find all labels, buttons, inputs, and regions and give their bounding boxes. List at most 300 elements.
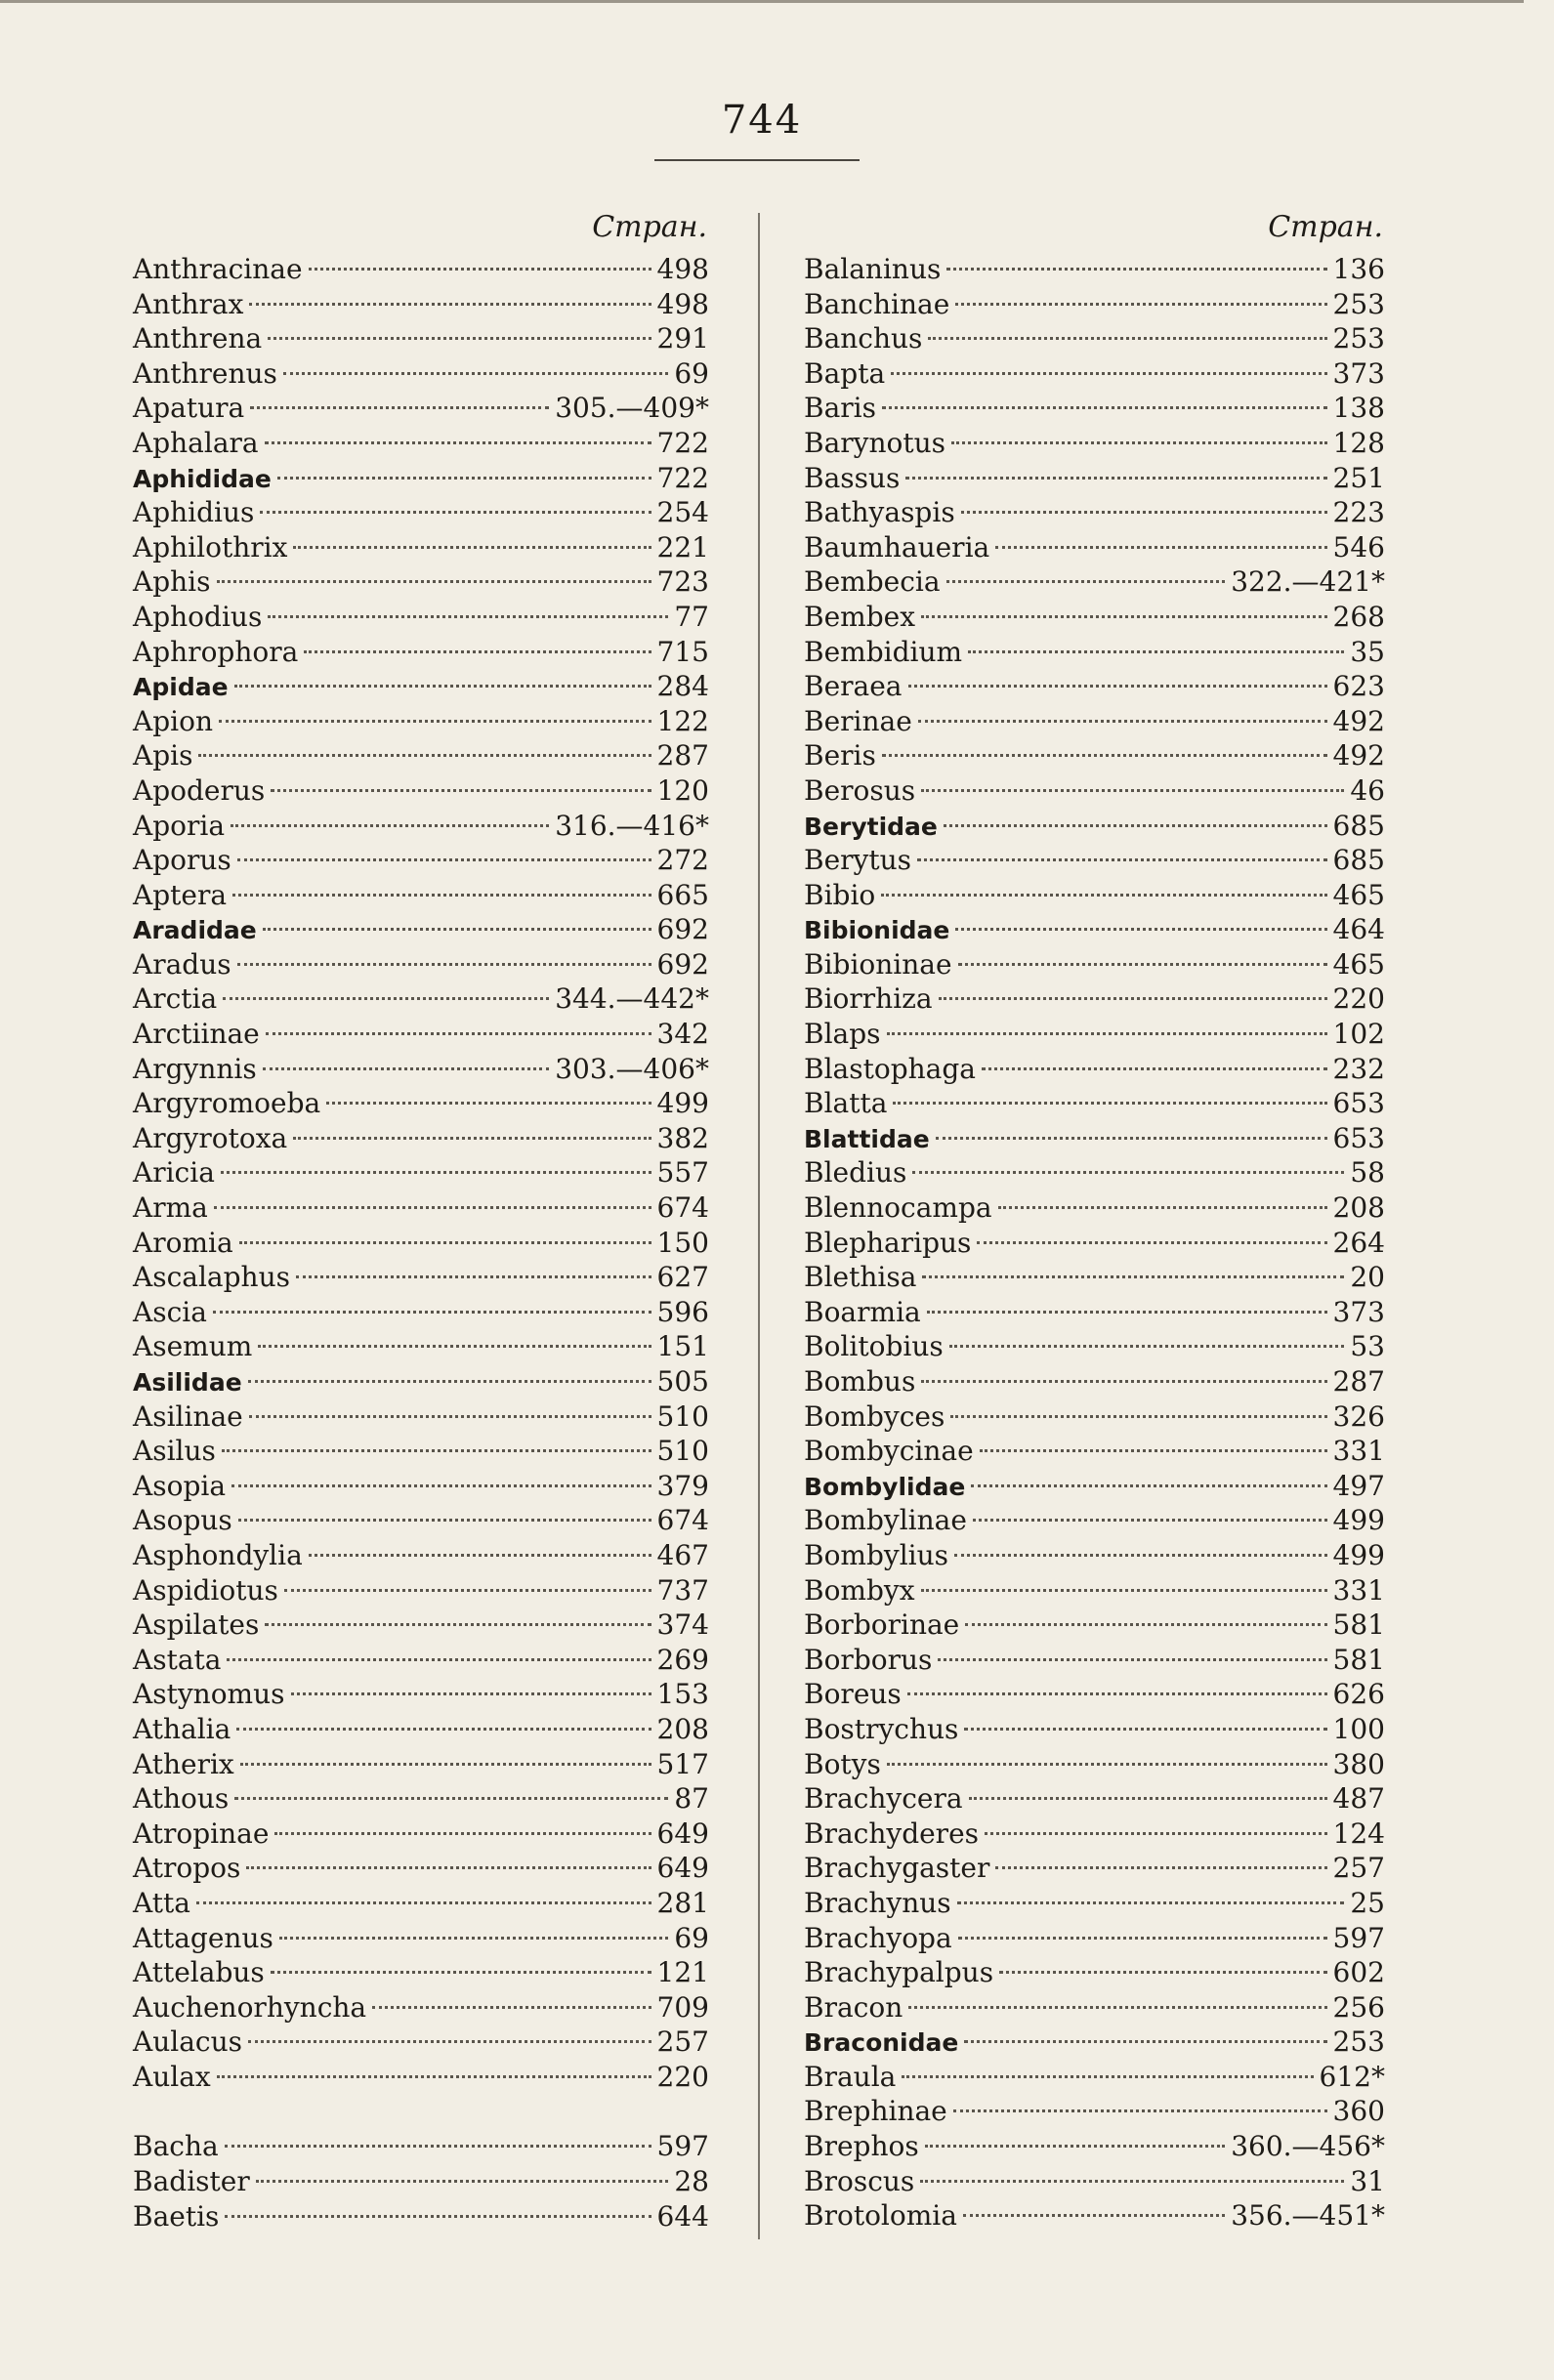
- dot-leader: [995, 1866, 1326, 1869]
- dot-leader: [271, 789, 651, 792]
- entry-page: 256: [1332, 1990, 1385, 2024]
- entry-name: Anthrenus: [133, 356, 277, 390]
- dot-leader: [953, 2109, 1327, 2112]
- entry-name: Bibioninae: [804, 947, 952, 981]
- entry-page: 46: [1350, 773, 1385, 807]
- entry-name: Asphondylia: [133, 1538, 303, 1571]
- entry-list: [133, 252, 709, 2234]
- dot-leader: [920, 2180, 1344, 2183]
- dot-leader: [982, 1067, 1327, 1070]
- entry-page: 257: [1332, 1852, 1385, 1885]
- index-entry: [133, 635, 709, 670]
- dot-leader: [372, 2006, 651, 2009]
- dot-leader: [263, 928, 651, 931]
- dot-leader: [949, 1345, 1345, 1348]
- index-entry: [804, 564, 1385, 600]
- dot-leader: [955, 303, 1326, 306]
- index-entry: [804, 1643, 1385, 1678]
- entry-name: Aphididae: [133, 464, 272, 493]
- entry-name: Asemum: [133, 1330, 253, 1363]
- entry-page: 331: [1332, 1435, 1385, 1468]
- entry-page: 303.—406*: [555, 1052, 709, 1085]
- entry-name: Aphidius: [133, 496, 255, 529]
- entry-page: 208: [656, 1712, 709, 1745]
- entry-name: Bembex: [804, 600, 915, 633]
- entry-page: 251: [1332, 461, 1385, 494]
- index-entry: [133, 2164, 709, 2199]
- index-entry: [133, 809, 709, 844]
- entry-page: 685: [1332, 844, 1385, 877]
- entry-page: 373: [1332, 1295, 1385, 1328]
- index-entry: [804, 2094, 1385, 2129]
- entry-name: Borborus: [804, 1643, 933, 1676]
- index-entry: [804, 1155, 1385, 1190]
- entry-name: Bombylinae: [804, 1504, 967, 1537]
- column-header: Стран.: [592, 210, 707, 244]
- entry-name: Blaps: [804, 1018, 881, 1051]
- index-entry: [804, 1226, 1385, 1261]
- entry-page: 623: [1332, 670, 1385, 703]
- entry-page: 31: [1350, 2164, 1385, 2197]
- index-entry: [804, 321, 1385, 356]
- entry-page: 77: [674, 600, 709, 633]
- entry-name: Asilinae: [133, 1399, 243, 1433]
- entry-name: Baumhaueria: [804, 530, 990, 564]
- entry-name: Brephinae: [804, 2095, 947, 2128]
- index-entry: [133, 426, 709, 461]
- entry-page: 665: [656, 878, 709, 911]
- index-entry: [804, 1052, 1385, 1087]
- entry-name: Banchinae: [804, 287, 950, 320]
- entry-page: 692: [656, 947, 709, 981]
- entry-name: Bombus: [804, 1365, 916, 1398]
- index-entry: [804, 1469, 1385, 1504]
- index-entry: [804, 1851, 1385, 1886]
- entry-page: 253: [1332, 322, 1385, 355]
- entry-page: 596: [656, 1295, 709, 1328]
- index-entry: [133, 1295, 709, 1330]
- entry-name: Attagenus: [133, 1921, 273, 1954]
- index-column-left: [133, 203, 709, 2234]
- entry-name: Ascia: [133, 1295, 207, 1328]
- entry-page: 649: [656, 1852, 709, 1885]
- dot-leader: [265, 1623, 651, 1626]
- entry-page: 87: [674, 1782, 709, 1816]
- entry-page: 674: [656, 1191, 709, 1225]
- entry-name: Bibionidae: [804, 916, 950, 945]
- entry-page: 287: [1332, 1365, 1385, 1398]
- entry-name: Berinae: [804, 704, 912, 737]
- dot-leader: [268, 337, 651, 340]
- dot-leader: [995, 546, 1326, 549]
- entry-page: 291: [656, 322, 709, 355]
- entry-name: Botys: [804, 1747, 881, 1780]
- entry-name: Aporia: [133, 809, 226, 842]
- entry-page: 581: [1332, 1643, 1385, 1676]
- dot-leader: [263, 1067, 549, 1070]
- dot-leader: [902, 2075, 1313, 2078]
- index-entry: [804, 1329, 1385, 1364]
- entry-name: Astynomus: [133, 1678, 285, 1711]
- entry-page: 379: [656, 1469, 709, 1502]
- dot-leader: [973, 1519, 1327, 1522]
- dot-leader: [971, 1484, 1326, 1487]
- index-entry: [804, 1121, 1385, 1156]
- index-entry: [804, 600, 1385, 635]
- dot-leader: [225, 2215, 651, 2218]
- dot-leader: [222, 1449, 651, 1452]
- entry-page: 284: [656, 670, 709, 703]
- entry-page: 737: [656, 1573, 709, 1607]
- index-entry: [804, 704, 1385, 739]
- entry-name: Astata: [133, 1643, 222, 1676]
- entry-page: 715: [656, 635, 709, 668]
- dot-leader: [921, 1380, 1326, 1383]
- index-entry: [804, 1816, 1385, 1852]
- index-entry: [133, 1121, 709, 1156]
- entry-page: 69: [674, 1921, 709, 1954]
- index-entry: [133, 1677, 709, 1712]
- index-entry: [133, 773, 709, 809]
- entry-page: 221: [656, 530, 709, 564]
- index-entry: [133, 530, 709, 565]
- entry-page: 492: [1332, 704, 1385, 737]
- entry-page: 220: [656, 2060, 709, 2093]
- entry-page: 374: [656, 1608, 709, 1642]
- dot-leader: [266, 1032, 651, 1035]
- entry-name: Brephos: [804, 2130, 919, 2163]
- dot-leader: [882, 754, 1327, 757]
- index-entry: [133, 2199, 709, 2234]
- entry-name: Attelabus: [133, 1956, 265, 1989]
- entry-page: 597: [656, 2130, 709, 2163]
- entry-name: Apion: [133, 704, 213, 737]
- dot-leader: [223, 997, 549, 1000]
- index-entry: [133, 738, 709, 773]
- entry-name: Braula: [804, 2060, 897, 2093]
- entry-name: Arctiinae: [133, 1018, 260, 1051]
- index-entry: [804, 2198, 1385, 2234]
- entry-page: 342: [656, 1018, 709, 1051]
- index-entry: [804, 1434, 1385, 1469]
- entry-page: 644: [656, 2199, 709, 2233]
- index-entry: [804, 1608, 1385, 1643]
- index-entry: [133, 1955, 709, 1990]
- dot-leader: [217, 580, 651, 583]
- dot-leader: [225, 2145, 651, 2148]
- entry-page: 344.—442*: [555, 982, 709, 1016]
- dot-leader: [936, 1137, 1327, 1140]
- entry-name: Bassus: [804, 461, 901, 494]
- dot-leader: [922, 1275, 1344, 1278]
- index-entry: [133, 2060, 709, 2095]
- entry-page: 102: [1332, 1018, 1385, 1051]
- entry-name: Aphalara: [133, 426, 259, 459]
- index-entry: [133, 1469, 709, 1504]
- entry-name: Aulax: [133, 2060, 211, 2093]
- entry-page: 264: [1332, 1226, 1385, 1259]
- entry-name: Athous: [133, 1782, 230, 1816]
- dot-leader: [250, 406, 549, 409]
- entry-page: 253: [1332, 2025, 1385, 2059]
- entry-page: 510: [656, 1399, 709, 1433]
- entry-page: 465: [1332, 878, 1385, 911]
- index-entry: [804, 1573, 1385, 1608]
- entry-page: 517: [656, 1747, 709, 1780]
- entry-page: 546: [1332, 530, 1385, 564]
- dot-leader: [231, 824, 549, 827]
- entry-name: Anthracinae: [133, 253, 303, 285]
- dot-leader: [999, 1971, 1326, 1974]
- entry-page: 674: [656, 1504, 709, 1537]
- dot-leader: [980, 1449, 1327, 1452]
- entry-page: 627: [656, 1261, 709, 1294]
- dot-leader: [284, 1589, 651, 1592]
- dot-leader: [964, 2040, 1326, 2043]
- entry-name: Blepharipus: [804, 1226, 972, 1259]
- entry-page: 653: [1332, 1121, 1385, 1154]
- dot-leader: [961, 511, 1327, 514]
- dot-leader: [234, 1797, 668, 1800]
- dot-leader: [271, 1971, 651, 1974]
- index-entry: [133, 495, 709, 530]
- column-divider: [758, 213, 760, 2239]
- dot-leader: [214, 1206, 651, 1209]
- entry-name: Arma: [133, 1191, 208, 1225]
- entry-page: 122: [656, 704, 709, 737]
- index-entry: [804, 738, 1385, 773]
- dot-leader: [268, 615, 668, 618]
- entry-page: 100: [1332, 1712, 1385, 1745]
- entry-page: 499: [656, 1087, 709, 1120]
- dot-leader: [918, 720, 1327, 723]
- dot-leader: [256, 2180, 669, 2183]
- page-number: 744: [721, 98, 803, 143]
- index-entry: [133, 1364, 709, 1399]
- dot-leader: [196, 1901, 651, 1904]
- entry-name: Aradidae: [133, 916, 257, 945]
- dot-leader: [309, 268, 651, 271]
- dot-leader: [964, 1728, 1326, 1731]
- entry-page: 272: [656, 844, 709, 877]
- index-entry: [804, 2164, 1385, 2199]
- index-entry: [804, 2025, 1385, 2060]
- dot-leader: [969, 1797, 1327, 1800]
- dot-leader: [258, 1345, 651, 1348]
- entry-page: 497: [1332, 1469, 1385, 1502]
- index-entry: [804, 1086, 1385, 1121]
- entry-page: 138: [1332, 392, 1385, 425]
- index-entry: [804, 878, 1385, 913]
- index-entry: [133, 287, 709, 322]
- entry-name: Bombylidae: [804, 1472, 966, 1501]
- index-entry: [804, 1990, 1385, 2025]
- entry-name: Athalia: [133, 1712, 231, 1745]
- entry-name: Balaninus: [804, 253, 942, 285]
- entry-name: Argyromoeba: [133, 1087, 321, 1120]
- entry-name: Bibio: [804, 878, 876, 911]
- entry-name: Brachyopa: [804, 1921, 952, 1954]
- dot-leader: [887, 1763, 1327, 1766]
- index-entry: [133, 1608, 709, 1643]
- entry-page: 465: [1332, 947, 1385, 981]
- index-entry: [133, 878, 709, 913]
- dot-leader: [939, 997, 1327, 1000]
- entry-name: Atta: [133, 1886, 190, 1919]
- dot-leader: [905, 477, 1326, 480]
- entry-page: 467: [656, 1538, 709, 1571]
- index-entry: [133, 704, 709, 739]
- dot-leader: [998, 1206, 1327, 1209]
- index-entry: [804, 1260, 1385, 1295]
- index-entry: [804, 391, 1385, 426]
- index-entry: [804, 1364, 1385, 1399]
- dot-leader: [908, 2006, 1326, 2009]
- dot-leader: [293, 1137, 651, 1140]
- index-entry: [133, 1052, 709, 1087]
- entry-page: 380: [1332, 1747, 1385, 1780]
- index-entry: [804, 843, 1385, 878]
- entry-name: Auchenorhyncha: [133, 1990, 367, 2024]
- entry-page: 360: [1332, 2095, 1385, 2128]
- entry-name: Asopia: [133, 1469, 227, 1502]
- entry-name: Beraea: [804, 670, 903, 703]
- dot-leader: [227, 1658, 651, 1661]
- entry-name: Baris: [804, 392, 876, 425]
- entry-page: 268: [1332, 600, 1385, 633]
- entry-page: 499: [1332, 1538, 1385, 1571]
- index-column-right: [804, 203, 1385, 2234]
- dot-leader: [236, 1728, 651, 1731]
- index-entry: [133, 1017, 709, 1052]
- entry-name: Asopus: [133, 1504, 232, 1537]
- entry-page: 124: [1332, 1816, 1385, 1850]
- entry-name: Barynotus: [804, 426, 946, 459]
- index-entry: [804, 252, 1385, 287]
- entry-name: Boarmia: [804, 1295, 921, 1328]
- entry-name: Atherix: [133, 1747, 234, 1780]
- dot-leader: [968, 650, 1344, 653]
- index-entry: [133, 600, 709, 635]
- entry-page: 626: [1332, 1678, 1385, 1711]
- dot-leader: [240, 1763, 651, 1766]
- index-entry: [804, 1712, 1385, 1747]
- index-entry: [133, 1190, 709, 1226]
- entry-page: 287: [656, 739, 709, 772]
- entry-name: Apidae: [133, 673, 229, 702]
- index-entry: [133, 1434, 709, 1469]
- entry-page: 612*: [1319, 2060, 1385, 2093]
- entry-page: 136: [1332, 253, 1385, 285]
- entry-page: 723: [656, 565, 709, 599]
- dot-leader: [891, 372, 1326, 375]
- dot-leader: [921, 789, 1344, 792]
- entry-page: 254: [656, 496, 709, 529]
- index-entry: [133, 2129, 709, 2164]
- index-entry: [133, 947, 709, 982]
- entry-name: Braconidae: [804, 2028, 959, 2058]
- index-entry: [133, 981, 709, 1017]
- entry-page: 581: [1332, 1608, 1385, 1642]
- entry-name: Blethisa: [804, 1261, 917, 1294]
- index-entry: [133, 1851, 709, 1886]
- entry-name: Bembecia: [804, 565, 941, 599]
- dot-leader: [917, 858, 1327, 861]
- index-entry: [133, 1086, 709, 1121]
- dot-leader: [907, 1692, 1327, 1695]
- index-entry: [804, 981, 1385, 1017]
- entry-name: Beris: [804, 739, 876, 772]
- entry-page: 487: [1332, 1782, 1385, 1816]
- index-entry: [133, 461, 709, 496]
- index-entry: [804, 426, 1385, 461]
- dot-leader: [927, 1311, 1327, 1314]
- entry-name: Asilus: [133, 1435, 216, 1468]
- dot-leader: [958, 963, 1327, 966]
- index-entry: [804, 1190, 1385, 1226]
- index-entry: [133, 1573, 709, 1608]
- index-entry: [133, 1155, 709, 1190]
- entry-page: 464: [1332, 913, 1385, 946]
- dot-leader: [246, 1866, 651, 1869]
- dot-leader: [951, 441, 1327, 444]
- index-entry: [133, 1781, 709, 1816]
- entry-page: 373: [1332, 356, 1385, 390]
- index-entry: [133, 1712, 709, 1747]
- entry-page: 69: [674, 356, 709, 390]
- entry-name: Aphodius: [133, 600, 263, 633]
- index-entry: [804, 1886, 1385, 1921]
- index-entry: [804, 669, 1385, 704]
- entry-page: 322.—421*: [1231, 565, 1385, 599]
- entry-name: Aradus: [133, 947, 231, 981]
- page-number-rule: [654, 159, 860, 161]
- dot-leader: [249, 1415, 651, 1418]
- entry-page: 602: [1332, 1956, 1385, 1989]
- dot-leader: [237, 963, 651, 966]
- entry-name: Blennocampa: [804, 1191, 992, 1225]
- index-entry: [804, 2129, 1385, 2164]
- dot-leader: [946, 580, 1226, 583]
- dot-leader: [198, 754, 651, 757]
- entry-page: 492: [1332, 739, 1385, 772]
- entry-name: Berytus: [804, 844, 912, 877]
- entry-page: 128: [1332, 426, 1385, 459]
- index-entry: [804, 287, 1385, 322]
- entry-name: Argyrotoxa: [133, 1121, 288, 1154]
- dot-leader: [957, 1901, 1345, 1904]
- entry-name: Berosus: [804, 773, 916, 807]
- dot-leader: [887, 1032, 1327, 1035]
- dot-leader: [955, 928, 1326, 931]
- index-entry: [133, 1747, 709, 1782]
- entry-name: Bathyaspis: [804, 496, 955, 529]
- dot-leader: [928, 337, 1326, 340]
- index-entry: [804, 1503, 1385, 1538]
- dot-leader: [213, 1311, 651, 1314]
- entry-name: Bombycinae: [804, 1435, 974, 1468]
- index-entry: [804, 461, 1385, 496]
- dot-leader: [958, 1937, 1327, 1940]
- dot-leader: [925, 2145, 1225, 2148]
- dot-leader: [963, 2214, 1225, 2217]
- index-entry: [133, 1226, 709, 1261]
- index-entry: [133, 1399, 709, 1435]
- entry-page: 326: [1332, 1399, 1385, 1433]
- entry-name: Argynnis: [133, 1052, 257, 1085]
- entry-name: Aspilates: [133, 1608, 260, 1642]
- dot-leader: [265, 441, 651, 444]
